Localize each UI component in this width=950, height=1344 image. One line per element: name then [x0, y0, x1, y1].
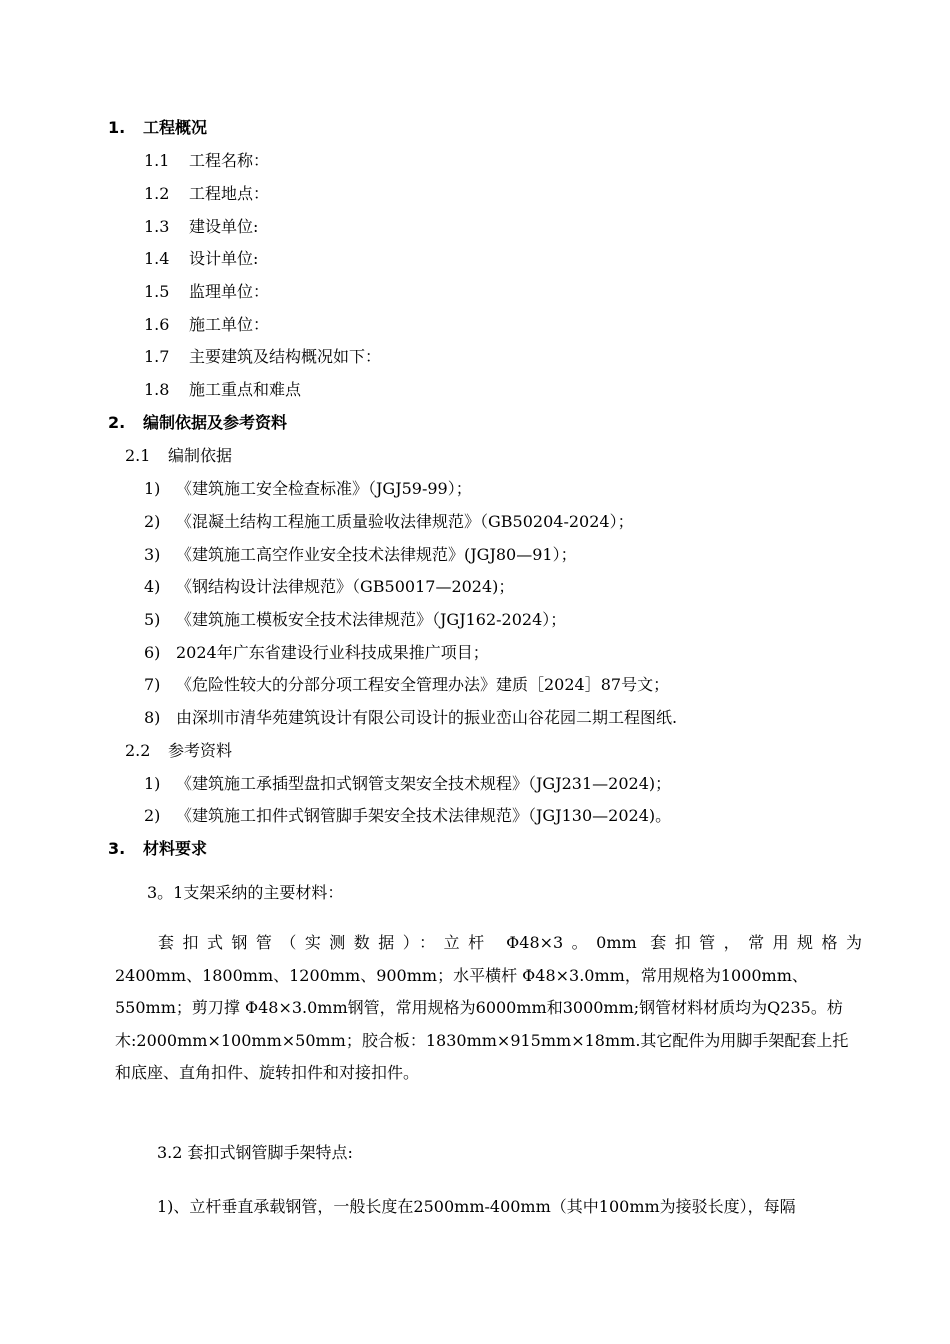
list-item — [144, 379, 301, 401]
item-text: 工程名称： — [189, 151, 270, 170]
item-text: 由深圳市清华苑建筑设计有限公司设计的振业峦山谷花园二期工程图纸. — [176, 708, 678, 727]
item-number: 1.7 — [144, 347, 170, 366]
paragraph-line: 1)、立杆垂直承载钢管，一般长度在2500mm-400mm（其中100mm为接驳长度），每隔 — [157, 1197, 796, 1216]
item-number: 1) — [144, 774, 161, 793]
list-item — [144, 642, 489, 664]
item-number: 2.1 — [125, 446, 151, 465]
item-number: 8) — [144, 708, 161, 727]
list-item — [144, 511, 634, 533]
item-number: 3) — [144, 545, 161, 564]
item-number: 1.3 — [144, 217, 170, 236]
item-number: 1) — [144, 479, 161, 498]
item-number: 6) — [144, 643, 161, 662]
item-text: 《建筑施工扣件式钢管脚手架安全技术法律规范》（JGJ130—2024)。 — [176, 806, 672, 825]
item-text: 《建筑施工高空作业安全技术法律规范》(JGJ80—91）； — [176, 545, 577, 564]
item-text: 设计单位: — [189, 249, 259, 268]
subsection-3-2: 3.2 套扣式钢管脚手架特点: — [157, 1143, 353, 1162]
item-text: 主要建筑及结构概况如下： — [189, 347, 382, 366]
section-2-heading — [108, 412, 287, 434]
list-item — [144, 805, 671, 827]
subsection-2-1 — [125, 445, 232, 467]
item-number: 1.4 — [144, 249, 170, 268]
section-title: 工程概况 — [143, 118, 208, 137]
list-item — [144, 576, 514, 598]
list-item — [144, 346, 381, 368]
list-item — [144, 609, 566, 631]
subsection-3-1: 3。1支架采纳的主要材料： — [147, 883, 344, 902]
item-number: 1.2 — [144, 184, 170, 203]
item-text: 《混凝土结构工程施工质量验收法律规范》（GB50204-2024）； — [176, 512, 634, 531]
item-text: 《建筑施工安全检查标准》（JGJ59-99）； — [176, 479, 472, 498]
paragraph-body: 2400mm、1800mm、1200mm、900mm；水平横杆 Φ48×3.0mm，常用规格为1000mm、550mm；剪刀撑 Φ48×3.0mm钢管，常用规格为6000mm和3000mm;钢管材料材质均为Q235。枋木:2000mm×100mm×50mm；胶合板：1830mm×915mm×18mm.其它配件为用脚手架配套上托和底座、直角扣件、旋转扣件和对接扣件。 — [115, 965, 849, 1082]
list-item — [144, 150, 269, 172]
item-text: 参考资料 — [168, 741, 233, 760]
section-title: 材料要求 — [143, 839, 208, 858]
item-text: 建设单位: — [189, 217, 259, 236]
item-text: 《建筑施工承插型盘扣式钢管支架安全技术规程》（JGJ231—2024)； — [176, 774, 672, 793]
item-text: 监理单位： — [189, 282, 270, 301]
item-text: 《钢结构设计法律规范》（GB50017—2024)； — [176, 577, 515, 596]
list-item — [144, 674, 669, 696]
item-text: 施工单位： — [189, 315, 270, 334]
list-item — [144, 478, 472, 500]
item-number: 2) — [144, 806, 161, 825]
item-number: 1.8 — [144, 380, 170, 399]
item-number: 4) — [144, 577, 161, 596]
list-item — [144, 544, 577, 566]
item-text: 工程地点： — [189, 184, 270, 203]
section-1-heading — [108, 117, 207, 139]
item-text: 2024年广东省建设行业科技成果推广项目； — [176, 643, 489, 662]
subsection-2-2 — [125, 740, 232, 762]
item-number: 2) — [144, 512, 161, 531]
item-number: 1.5 — [144, 282, 170, 301]
list-item — [144, 183, 269, 205]
section-number: 1. — [108, 118, 126, 137]
item-text: 《危险性较大的分部分项工程安全管理办法》建质［2024］87号文； — [176, 675, 670, 694]
list-item — [144, 248, 258, 270]
section-title: 编制依据及参考资料 — [143, 413, 288, 432]
item-text: 施工重点和难点 — [189, 380, 302, 399]
materials-paragraph — [115, 927, 862, 1090]
list-item — [144, 314, 269, 336]
item-number: 5) — [144, 610, 161, 629]
list-item — [144, 773, 671, 795]
item-number: 1.1 — [144, 151, 170, 170]
item-number: 7) — [144, 675, 161, 694]
item-number: 1.6 — [144, 315, 170, 334]
section-3-heading — [108, 838, 207, 860]
section-number: 2. — [108, 413, 126, 432]
list-item — [144, 281, 269, 303]
item-text: 编制依据 — [168, 446, 233, 465]
paragraph-first-line: 套扣式钢管（实测数据）：立杆 Φ48×3。0mm 套扣管，常用规格为 — [158, 933, 862, 952]
section-number: 3. — [108, 839, 126, 858]
list-item — [144, 707, 677, 729]
item-number: 2.2 — [125, 741, 151, 760]
list-item — [144, 216, 258, 238]
item-text: 《建筑施工模板安全技术法律规范》（JGJ162-2024）； — [176, 610, 567, 629]
